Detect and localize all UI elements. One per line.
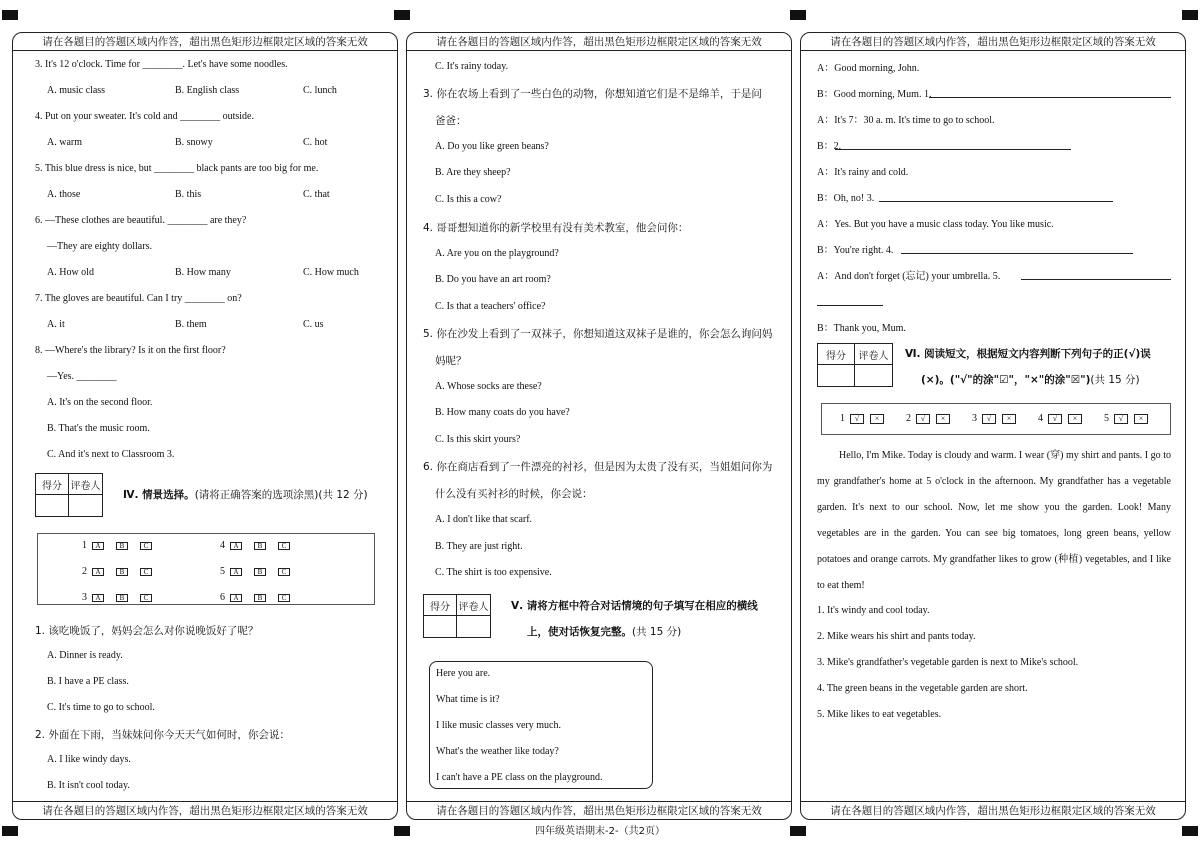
tf-bubble[interactable]: × [1134,414,1148,424]
option: B. Do you have an art room? [435,274,551,285]
question-line: 7. The gloves are beautiful. Can I try ________ on? [35,293,242,304]
registration-mark [1182,10,1198,20]
option: A. Are you on the playground? [435,248,559,259]
answer-bubble[interactable]: A [230,594,242,602]
tf-bubble[interactable]: × [1068,414,1082,424]
option: C. us [303,319,324,330]
question-line: 1. 该吃晚饭了，妈妈会怎么对你说晚饭好了呢？ [35,625,259,637]
answer-column-1 [12,32,398,820]
score-cell[interactable] [818,365,855,386]
answer-blank-4[interactable] [901,253,1133,254]
grader-label: 评卷人 [855,344,892,365]
question-line: 5. This blue dress is nice, but ________ black pants are too big for me. [35,163,319,174]
answer-blank-5-continued[interactable] [817,305,883,306]
score-label: 得分 [424,595,457,616]
footer-notice: 请在各题目的答题区域内作答，超出黑色矩形边框限定区域的答案无效 [13,801,397,819]
grader-label: 评卷人 [457,595,490,616]
question-line: 3. It's 12 o'clock. Time for ________. Let's have some noodles. [35,59,288,70]
answer-bubble[interactable]: B [254,542,266,550]
option: C. It's time to go to school. [47,702,155,713]
sentence-option: Here you are. [436,668,491,679]
option: C. Is this a cow? [435,194,502,205]
score-label: 得分 [818,344,855,365]
answer-bubble[interactable]: B [254,594,266,602]
answer-bubble[interactable]: A [230,568,242,576]
option: B. They are just right. [435,541,523,552]
question-line: 爸爸： [435,115,467,127]
option: B. It isn't cool today. [47,780,130,791]
answer-bubble[interactable]: C [278,542,290,550]
tf-bubble[interactable]: √ [1048,414,1062,424]
option: A. How old [47,267,94,278]
answer-blank-3[interactable] [879,201,1113,202]
option: B. I have a PE class. [47,676,129,687]
statement: 4. The green beans in the vegetable garden are short. [817,683,1028,694]
answer-column-2 [406,32,792,820]
option: A. music class [47,85,106,96]
option: A. Do you like green beans? [435,141,549,152]
statement: 1. It's windy and cool today. [817,605,930,616]
option: A. I like windy days. [47,754,131,765]
option: B. Are they sheep? [435,167,511,178]
page-footer: 四年级英语期末-2-（共2页） [535,826,665,837]
answer-bubble[interactable]: C [140,568,152,576]
answer-number: 6 [220,592,225,603]
grader-cell[interactable] [69,495,102,516]
tf-bubble[interactable]: × [936,414,950,424]
question-line: 5. 你在沙发上看到了一双袜子，你想知道这双袜子是谁的，你会怎么询问妈 [423,328,773,340]
tf-number: 2 [906,413,911,424]
option: C. hot [303,137,328,148]
option: C. It's rainy today. [435,61,509,72]
answer-bubble[interactable]: A [92,568,104,576]
answer-number: 2 [82,566,87,577]
option: A. Whose socks are these? [435,381,542,392]
score-cell[interactable] [36,495,69,516]
sentence-option: What time is it? [436,694,500,705]
tf-number: 3 [972,413,977,424]
section-4-title: Ⅳ. 情景选择。(请将正确答案的选项涂黑)(共 12 分) [123,489,368,501]
option: B. them [175,319,207,330]
answer-bubble[interactable]: C [140,542,152,550]
answer-bubble[interactable]: B [116,542,128,550]
question-line: —Yes. ________ [47,371,117,382]
question-line: 4. Put on your sweater. It's cold and ________ outside. [35,111,254,122]
option: C. And it's next to Classroom 3. [47,449,175,460]
option: A. those [47,189,81,200]
option: A. warm [47,137,82,148]
dialogue-line: B：Thank you, Mum. [817,323,906,334]
grader-cell[interactable] [855,365,892,386]
dialogue-line: A：It's 7：30 a. m. It's time to go to school. [817,115,995,126]
dialogue-line: A：It's rainy and cold. [817,167,909,178]
answer-number: 3 [82,592,87,603]
sentence-option: I can't have a PE class on the playground. [436,772,603,783]
tf-number: 1 [840,413,845,424]
registration-mark [2,10,18,20]
option: C. Is this skirt yours? [435,434,521,445]
sentence-option: I like music classes very much. [436,720,561,731]
option: B. That's the music room. [47,423,150,434]
question-line: 4. 哥哥想知道你的新学校里有没有美术教室，他会问你： [423,222,689,234]
option: A. it [47,319,65,330]
answer-number: 1 [82,540,87,551]
statement: 5. Mike likes to eat vegetables. [817,709,942,720]
footer-notice: 请在各题目的答题区域内作答，超出黑色矩形边框限定区域的答案无效 [801,801,1185,819]
answer-blank-1[interactable] [929,97,1171,98]
question-line: 6. 你在商店看到了一件漂亮的衬衫，但是因为太贵了没有买，当姐姐问你为 [423,461,773,473]
option: A. It's on the second floor. [47,397,153,408]
section-5-title: Ⅴ. 请将方框中符合对话情境的句子填写在相应的横线 上，使对话恢复完整。(共 15 分) [511,600,758,638]
option: C. Is that a teachers' office? [435,301,546,312]
question-line: 6. —These clothes are beautiful. ________ are they? [35,215,247,226]
question-line: —They are eighty dollars. [47,241,152,252]
score-cell[interactable] [424,616,457,637]
answer-bubble[interactable]: C [278,568,290,576]
answer-blank-5[interactable] [1021,279,1171,280]
tf-bubble[interactable]: × [1002,414,1016,424]
question-line: 2. 外面在下雨，当妹妹问你今天天气如何时，你会说： [35,729,290,741]
question-line: 3. 你在农场上看到了一些白色的动物，你想知道它们是不是绵羊，于是问 [423,88,762,100]
answer-blank-2[interactable] [835,149,1071,150]
dialogue-line: A：Yes. But you have a music class today. You like music. [817,219,1054,230]
sentence-bank-box [429,661,653,789]
true-false-bubble-grid [821,403,1171,435]
statement: 3. Mike's grandfather's vegetable garden is next to Mike's school. [817,657,1079,668]
dialogue-line: B：Oh, no! 3. [817,193,875,204]
dialogue-line: A：And don't forget (忘记) your umbrella. 5. [817,271,1001,282]
registration-mark [394,10,410,20]
score-box [817,343,893,387]
option: B. this [175,189,202,200]
tf-bubble[interactable]: √ [916,414,930,424]
option: C. that [303,189,330,200]
header-notice: 请在各题目的答题区域内作答，超出黑色矩形边框限定区域的答案无效 [13,33,397,51]
tf-number: 5 [1104,413,1109,424]
tf-bubble[interactable]: √ [1114,414,1128,424]
question-line: 8. —Where's the library? Is it on the first floor? [35,345,226,356]
section-6-title: Ⅵ. 阅读短文，根据短文内容判断下列句子的正(√)误 (×)。("√"的涂"☑"，"×"的涂"☒")(共 15 分) [905,348,1151,386]
option: C. How much [303,267,359,278]
tf-bubble[interactable]: × [870,414,884,424]
answer-bubble[interactable]: C [278,594,290,602]
answer-bubble[interactable]: A [92,542,104,550]
answer-bubble[interactable]: C [140,594,152,602]
grader-label: 评卷人 [69,474,102,495]
score-box [423,594,491,638]
answer-column-3 [800,32,1186,820]
answer-bubble[interactable]: B [116,594,128,602]
tf-number: 4 [1038,413,1043,424]
dialogue-line: B：You're right. 4. [817,245,894,256]
grader-cell[interactable] [457,616,490,637]
answer-number: 5 [220,566,225,577]
answer-number: 4 [220,540,225,551]
option: B. snowy [175,137,213,148]
tf-bubble[interactable]: √ [850,414,864,424]
tf-bubble[interactable]: √ [982,414,996,424]
score-label: 得分 [36,474,69,495]
answer-bubble[interactable]: A [92,594,104,602]
option: B. How many [175,267,231,278]
option: C. lunch [303,85,337,96]
option: A. I don't like that scarf. [435,514,533,525]
answer-bubble-grid [37,533,375,605]
dialogue-line: A：Good morning, John. [817,63,920,74]
dialogue-line: B：2. [817,141,842,152]
answer-bubble[interactable]: A [230,542,242,550]
dialogue-line: B：Good morning, Mum. 1. [817,89,932,100]
sentence-option: What's the weather like today? [436,746,559,757]
answer-bubble[interactable]: B [116,568,128,576]
footer-notice: 请在各题目的答题区域内作答，超出黑色矩形边框限定区域的答案无效 [407,801,791,819]
option: C. The shirt is too expensive. [435,567,552,578]
option: B. How many coats do you have? [435,407,570,418]
reading-passage: Hello, I'm Mike. Today is cloudy and warm. I wear (穿) my shirt and pants. I go to my grandfather's home at 5 o'clock in the afternoon. My grandfather has a vegetable garden. It's next to our school. Now, let me show you the garden. Look! Many vegetables are in the garden. You can see big tomatoes, long green beans, yellow potatoes and orange carrots. My grandfather likes to grow (种植) vegetables, and I like to eat them! [817,450,1171,591]
registration-mark [790,10,806,20]
question-line: 什么没有买衬衫的时候，你会说： [435,488,593,500]
header-notice: 请在各题目的答题区域内作答，超出黑色矩形边框限定区域的答案无效 [801,33,1185,51]
statement: 2. Mike wears his shirt and pants today. [817,631,976,642]
header-notice: 请在各题目的答题区域内作答，超出黑色矩形边框限定区域的答案无效 [407,33,791,51]
question-line: 妈呢？ [435,355,467,367]
answer-bubble[interactable]: B [254,568,266,576]
option: A. Dinner is ready. [47,650,123,661]
score-box [35,473,103,517]
option: B. English class [175,85,240,96]
